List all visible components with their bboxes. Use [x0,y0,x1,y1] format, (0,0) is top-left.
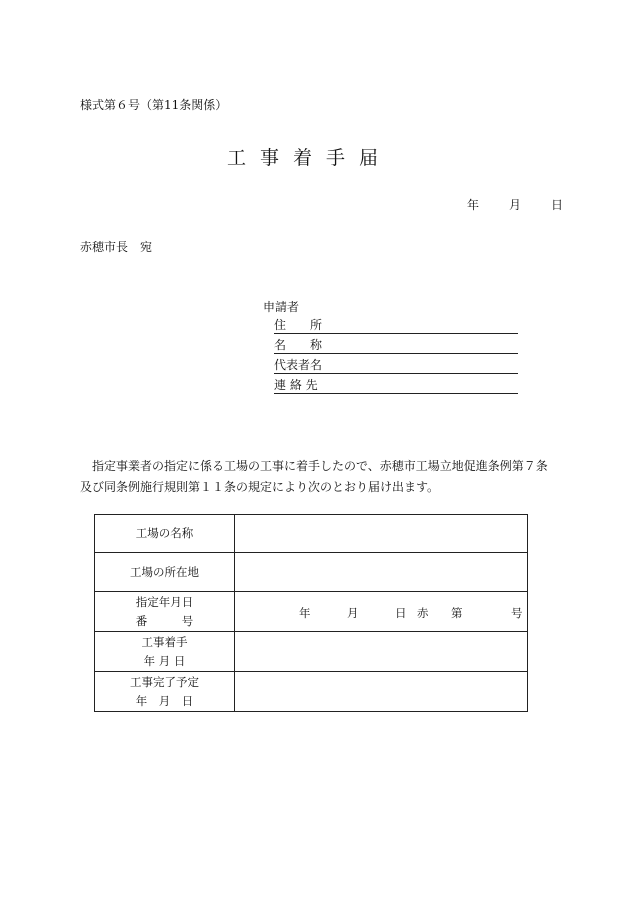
table-row [95,553,528,592]
factory-location-label: 工場の所在地 [95,553,235,592]
table-row [95,632,528,672]
document-title: 工事着手届 [227,147,393,169]
start-label-line1: 工事着手 [141,634,188,649]
completion-label-line1: 工事完了予定 [130,674,199,689]
start-date-value[interactable] [235,632,528,672]
completion-label-line2: 年 月 日 [135,693,194,708]
designation-go: 号 [511,606,523,620]
date-month: 月 [509,198,522,212]
info-table [94,514,528,712]
applicant-address-field[interactable] [274,314,518,334]
table-row [95,515,528,553]
designation-day: 日 [395,606,407,620]
start-label-line2: 年 月 日 [143,653,186,668]
applicant-representative-field[interactable] [274,354,518,374]
start-date-label [95,632,235,672]
table-row [95,672,528,712]
applicant-contact-label: 連 絡 先 [274,378,318,392]
applicant-contact-field[interactable] [274,374,518,394]
body-line-2: 及び同条例施行規則第１１条の規定により次のとおり届け出ます。 [80,480,440,494]
designation-label-line1: 指定年月日 [135,594,194,609]
date-year: 年 [467,198,480,212]
applicant-representative-label: 代表者名 [274,358,323,372]
date-line [467,196,563,213]
applicant-address-label: 住 所 [274,318,323,332]
body-text [80,456,560,498]
designation-value[interactable] [235,592,528,632]
completion-date-label [95,672,235,712]
applicant-name-label: 名 称 [274,338,323,352]
factory-location-value[interactable] [235,553,528,592]
designation-year: 年 [299,606,311,620]
completion-date-value[interactable] [235,672,528,712]
factory-name-label: 工場の名称 [95,515,235,553]
designation-label [95,592,235,632]
addressee: 赤穂市長 宛 [80,240,153,254]
designation-aka: 赤 [417,606,429,620]
body-line-1: 指定事業者の指定に係る工場の工事に着手したので、赤穂市工場立地促進条例第７条 [92,459,548,473]
factory-name-value[interactable] [235,515,528,553]
date-day: 日 [551,198,564,212]
designation-label-line2: 番 号 [135,613,194,628]
designation-month: 月 [347,606,359,620]
applicant-heading: 申請者 [263,300,300,314]
table-row [95,592,528,632]
applicant-name-field[interactable] [274,334,518,354]
designation-dai: 第 [451,606,463,620]
form-number: 様式第６号（第11条関係） [80,98,228,112]
